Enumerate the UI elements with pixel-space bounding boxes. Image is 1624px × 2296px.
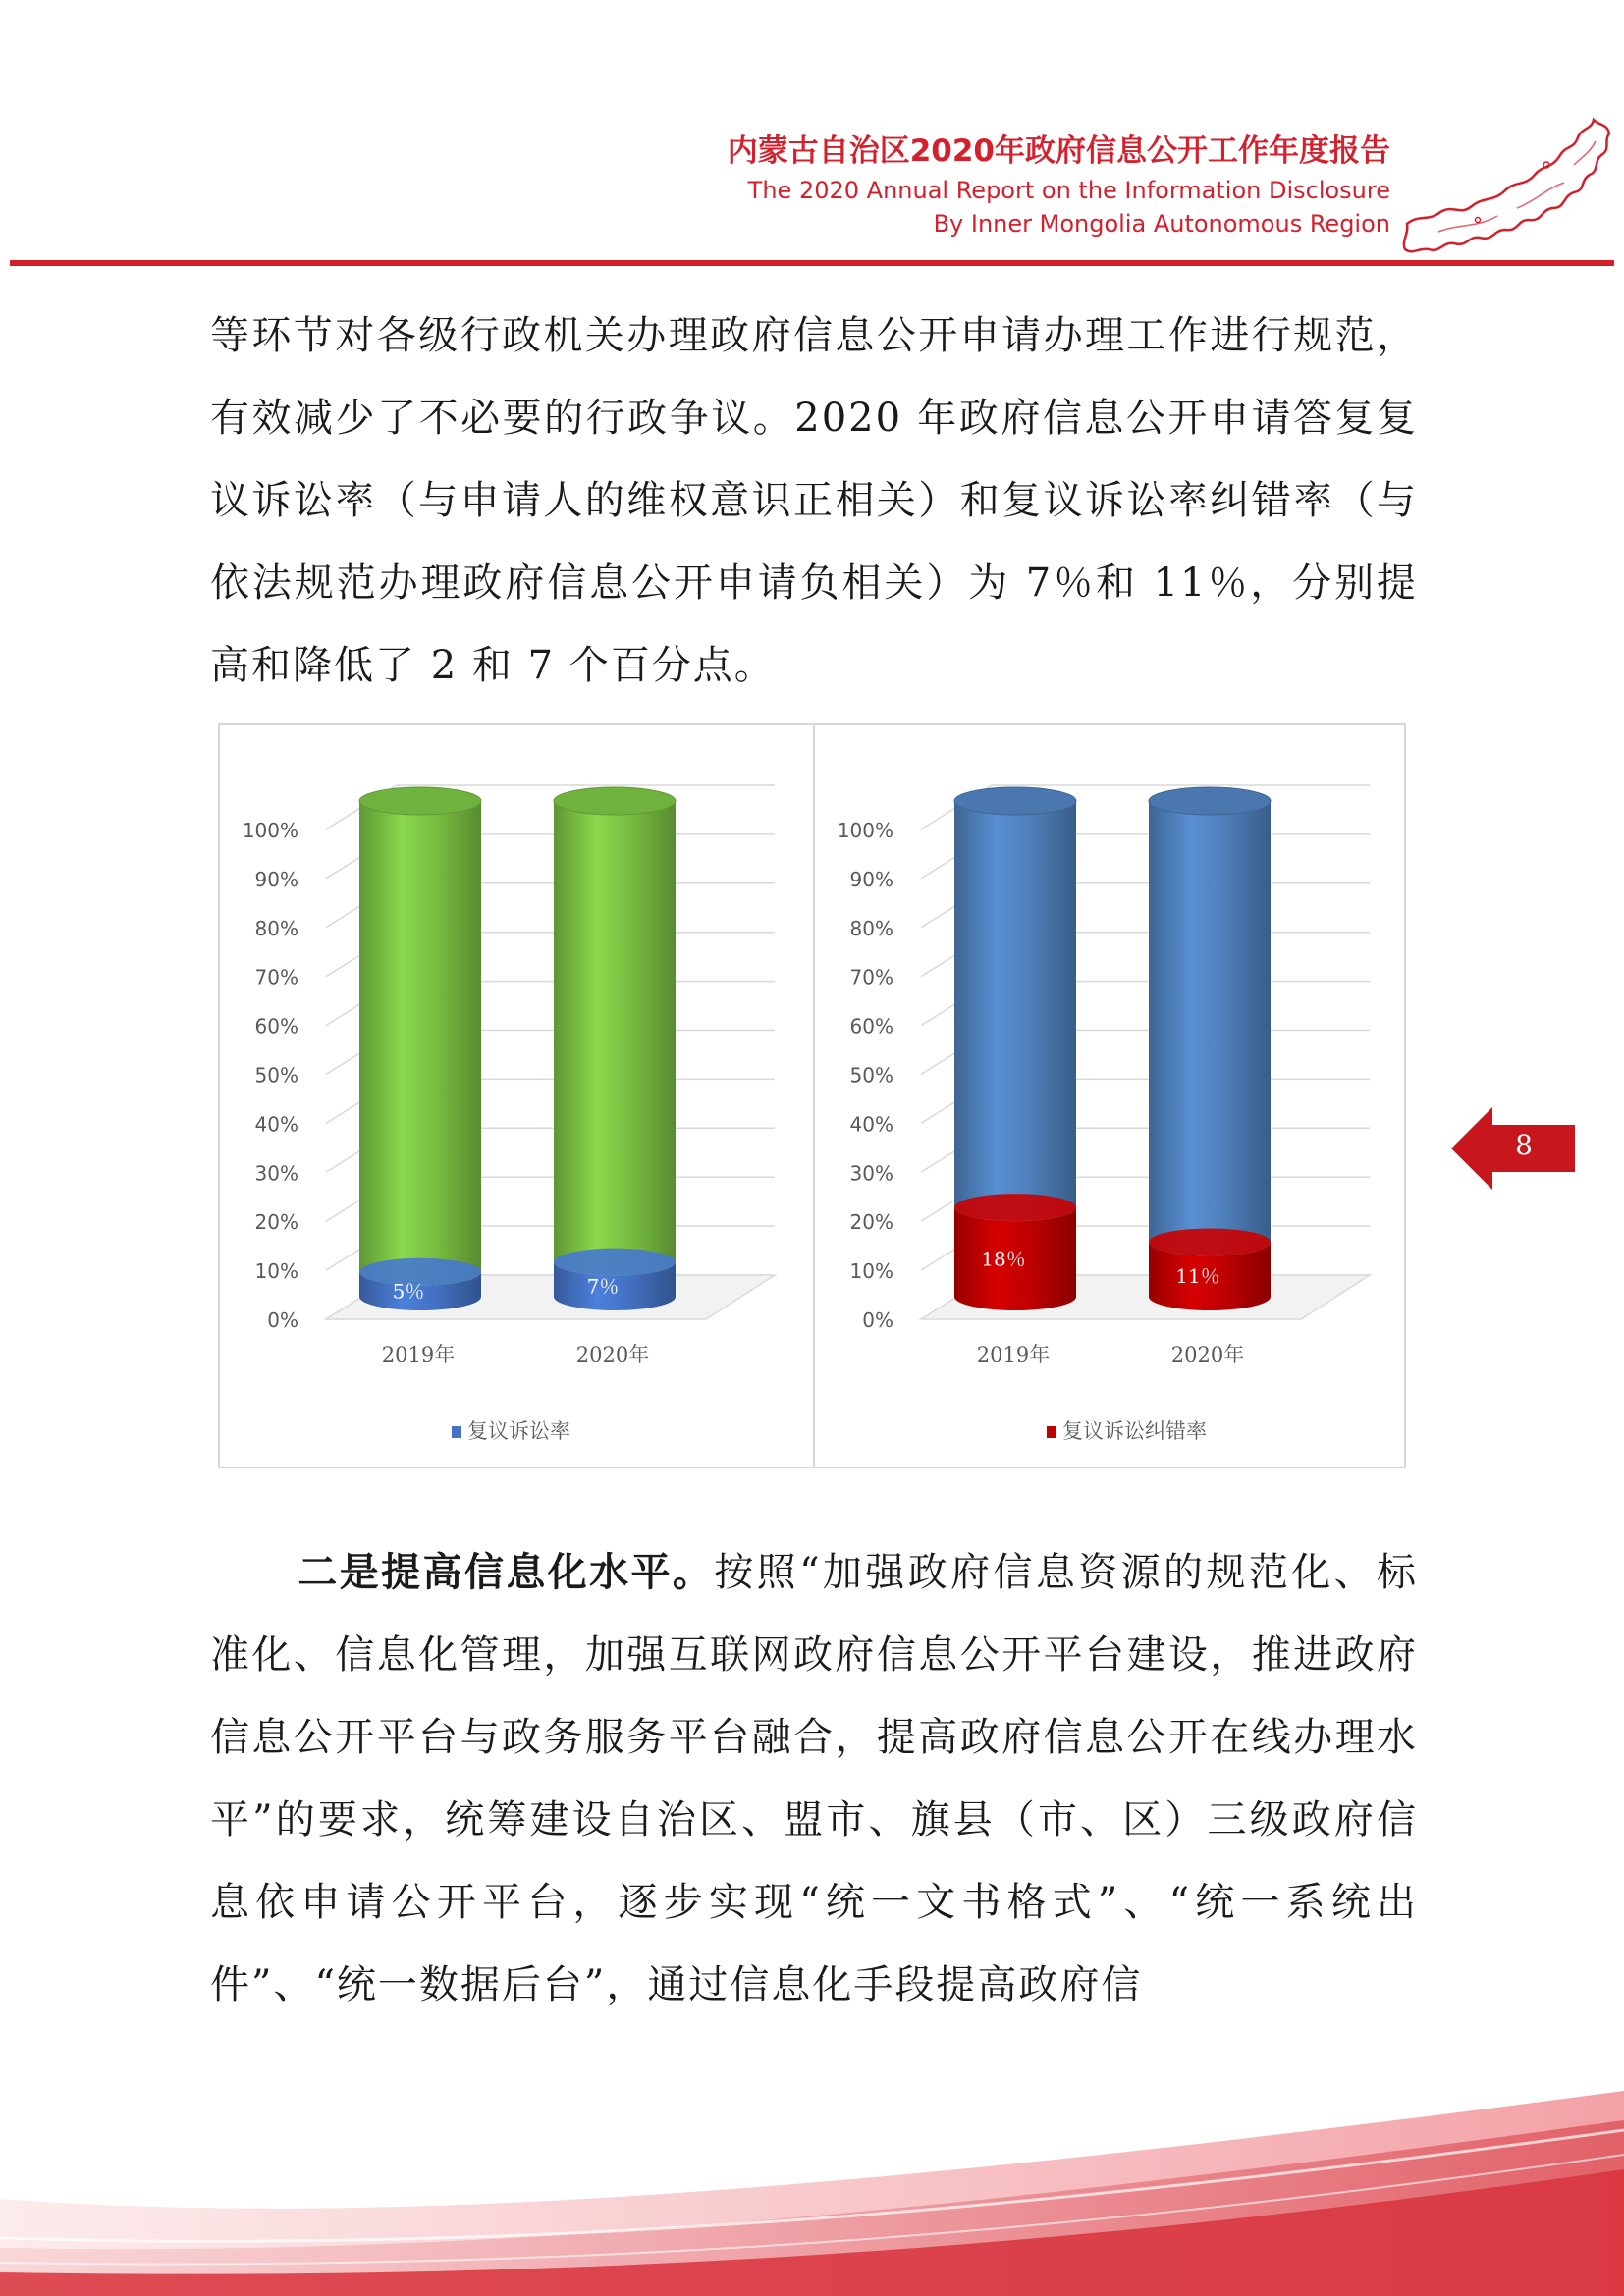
paragraph-lead-bold: 二是提高信息化水平。 <box>297 1550 715 1595</box>
y-tick-label: 60% <box>849 1014 893 1039</box>
y-tick-label: 90% <box>254 867 298 891</box>
y-tick-label: 100% <box>242 819 298 842</box>
cylinder-remainder <box>954 801 1076 1221</box>
data-label: 18％ <box>981 1247 1026 1271</box>
cylinder-split <box>954 1194 1076 1221</box>
cylinder-remainder <box>359 801 481 1286</box>
y-tick-label: 70% <box>849 965 893 989</box>
body-paragraph-2 <box>210 1531 1418 2026</box>
cylinder-top <box>359 787 481 815</box>
footer-wave-decoration <box>0 2061 1624 2296</box>
chart-review-litigation-rate <box>220 725 813 1467</box>
y-tick-label: 60% <box>254 1014 298 1039</box>
header-rule <box>10 260 1614 266</box>
y-tick-label: 20% <box>254 1210 298 1235</box>
body-paragraph-1: 等环节对各级行政机关办理政府信息公开申请办理工作进行规范，有效减少了不必要的行政争议。2020 年政府信息公开申请答复复议诉讼率（与申请人的维权意识正相关）和复议诉讼率纠错率（与依法规范办理政府信息公开申请负相关）为 7％和 11％，分别提高和降低了 2 和 7 个百分点。 <box>210 313 1418 688</box>
y-tick-label: 90% <box>849 867 893 891</box>
cylinder-remainder <box>1149 801 1271 1255</box>
data-label: 11％ <box>1175 1264 1220 1289</box>
cylinder-top <box>954 787 1076 815</box>
paragraph-2-text: 按照“加强政府信息资源的规范化、标准化、信息化管理，加强互联网政府信息公开平台建设，推进政府信息公开平台与政务服务平台融合，提高政府信息公开在线办理水平”的要求，统筹建设自治区、盟市、旗县（市、区）三级政府信息依申请公开平台，逐步实现“统一文书格式”、“统一系统出件”、“统一数据后台”，通过信息化手段提高政府信 <box>210 1550 1418 2007</box>
x-category-label: 2019年 <box>381 1343 456 1366</box>
data-label: 7％ <box>586 1274 620 1299</box>
y-tick-label: 40% <box>849 1112 893 1137</box>
x-category-label: 2019年 <box>976 1343 1051 1366</box>
legend-swatch <box>452 1426 461 1438</box>
page-number: 8 <box>1515 1129 1533 1161</box>
y-tick-label: 40% <box>254 1112 298 1137</box>
legend-label: 复议诉讼纠错率 <box>1062 1419 1207 1443</box>
y-tick-label: 100% <box>837 819 893 842</box>
x-category-label: 2020年 <box>575 1343 650 1366</box>
y-tick-label: 30% <box>254 1161 298 1186</box>
cylinder-split <box>1149 1228 1271 1255</box>
y-tick-label: 20% <box>849 1210 893 1235</box>
data-label: 5％ <box>392 1279 425 1304</box>
y-tick-label: 80% <box>849 916 893 940</box>
report-title-en-line1: The 2020 Annual Report on the Information Disclosure <box>747 177 1390 204</box>
y-tick-label: 10% <box>254 1259 298 1284</box>
y-tick-label: 70% <box>254 965 298 989</box>
y-tick-label: 0% <box>862 1308 893 1332</box>
y-tick-label: 50% <box>254 1063 298 1088</box>
y-tick-label: 80% <box>254 916 298 940</box>
inner-mongolia-map-icon <box>1399 106 1620 268</box>
figure-charts <box>218 723 1406 1468</box>
y-tick-label: 50% <box>849 1063 893 1088</box>
cylinder-split <box>554 1249 676 1276</box>
legend-label: 复议诉讼率 <box>467 1419 570 1443</box>
legend-swatch <box>1047 1426 1056 1438</box>
cylinder-top <box>1149 787 1271 815</box>
report-title-en-line2: By Inner Mongolia Autonomous Region <box>933 210 1390 238</box>
report-title-cn: 内蒙古自治区2020年政府信息公开工作年度报告 <box>727 133 1390 169</box>
y-tick-label: 30% <box>849 1161 893 1186</box>
chart-correction-rate <box>815 725 1408 1467</box>
x-category-label: 2020年 <box>1170 1343 1245 1366</box>
y-tick-label: 0% <box>267 1308 298 1332</box>
cylinder-top <box>554 787 676 815</box>
cylinder-remainder <box>554 801 676 1276</box>
y-tick-label: 10% <box>849 1259 893 1284</box>
